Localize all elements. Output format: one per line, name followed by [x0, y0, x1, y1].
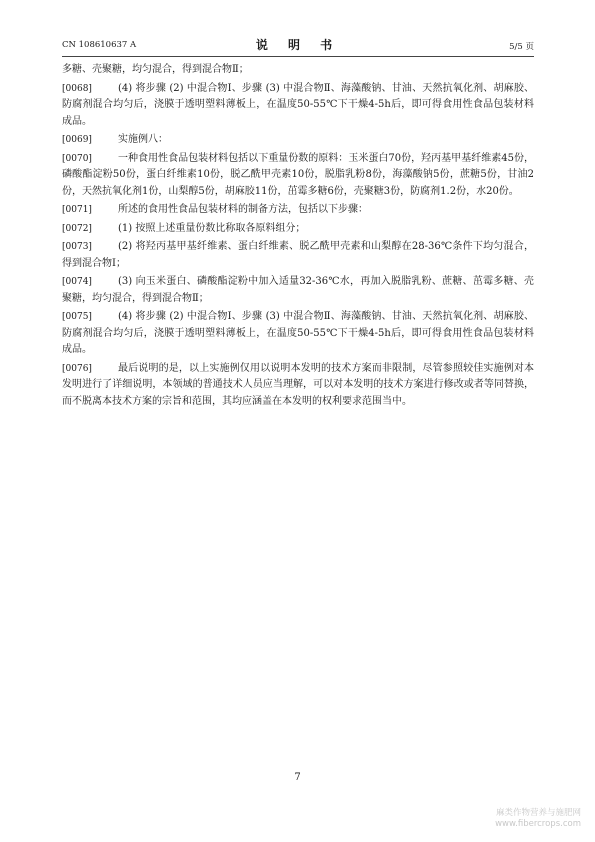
document-body: [62, 62, 534, 412]
paragraph-number: [0071]: [62, 205, 92, 215]
paragraph-number: [0072]: [62, 223, 92, 234]
paragraph-text: 实施例八：: [118, 134, 168, 145]
watermark-site-name: 麻类作物营养与施肥网: [495, 808, 581, 818]
paragraph-0075: [62, 309, 534, 359]
watermark-url: www.fibercrops.com: [495, 819, 581, 829]
watermark: [495, 808, 581, 830]
paragraph-0069: [62, 132, 534, 149]
paragraph-number: [0075]: [62, 312, 92, 322]
paragraph-number: [0074]: [62, 277, 92, 287]
header-divider: [62, 56, 534, 57]
paragraph-text: (4) 将步骤 (2) 中混合物Ⅰ、步骤 (3) 中混合物Ⅱ、海藻酸钠、甘油、天然抗氧化剂、胡麻胶、防腐剂混合均匀后，浇膜于透明塑料薄板上，在温度50-55℃下干燥4-5h后，即可得食用性食品包装材料成品。: [62, 311, 534, 355]
paragraph-number: [0073]: [62, 242, 92, 252]
paragraph-number: [0076]: [62, 363, 92, 374]
page-info: 5/5 页: [509, 42, 534, 52]
paragraph-text: 最后说明的是，以上实施例仅用以说明本发明的技术方案而非限制，尽管参照较佳实施例对本发明进行了详细说明，本领域的普通技术人员应当理解，可以对本发明的技术方案进行修改或者等同替换，而不脱离本技术方案的宗旨和范围，其均应涵盖在本发明的权利要求范围当中。: [62, 362, 534, 407]
page-header: [62, 36, 534, 54]
paragraph-text: (4) 将步骤 (2) 中混合物Ⅰ、步骤 (3) 中混合物Ⅱ、海藻酸钠、甘油、天然抗氧化剂、胡麻胶、防腐剂混合均匀后，浇膜于透明塑料薄板上，在温度50-55℃下干燥4-5h后，即可得食用性食品包装材料成品。: [62, 82, 534, 127]
paragraph-text: 一种食用性食品包装材料包括以下重量份数的原料：玉米蛋白70份，羟丙基甲基纤维素45份，磷酸酯淀粉50份，蛋白纤维素10份，脱乙酰甲壳素10份，脱脂乳粉8份，海藻酸钠5份，蔗糖5份，甘油2份，天然抗氧化剂1份，山梨醇5份，胡麻胶11份，茁霉多糖6份，壳聚糖3份，防腐剂1.2份，水20份。: [62, 152, 534, 197]
paragraph-0070: [62, 151, 534, 201]
paragraph-text: (3) 向玉米蛋白、磷酸酯淀粉中加入适量32-36℃水，再加入脱脂乳粉、蔗糖、茁霉多糖、壳聚糖，均匀混合，得到混合物Ⅱ；: [62, 276, 534, 304]
paragraph-0068: [62, 81, 534, 131]
paragraph-text: (2) 将羟丙基甲基纤维素、蛋白纤维素、脱乙酰甲壳素和山梨醇在28-36℃条件下均匀混合，得到混合物Ⅰ；: [62, 241, 534, 269]
paragraph-0071: [62, 202, 534, 219]
paragraph-0072: [62, 221, 534, 238]
document-title: 说 明 书: [255, 38, 341, 52]
paragraph-0074: [62, 274, 534, 307]
page-number: 7: [294, 772, 301, 783]
paragraph-0073: [62, 239, 534, 272]
paragraph-continuation: [62, 62, 534, 79]
paragraph-text: 多糖、壳聚糖，均匀混合，得到混合物Ⅱ；: [62, 64, 249, 75]
paragraph-number: [0068]: [62, 83, 92, 94]
patent-number: CN 108610637 A: [62, 40, 137, 50]
paragraph-number: [0070]: [62, 153, 92, 164]
paragraph-text: 所述的食用性食品包装材料的制备方法，包括以下步骤：: [118, 204, 368, 215]
paragraph-0076: [62, 361, 534, 411]
paragraph-text: (1) 按照上述重量份数比称取各原料组分；: [118, 222, 306, 234]
paragraph-number: [0069]: [62, 135, 92, 145]
